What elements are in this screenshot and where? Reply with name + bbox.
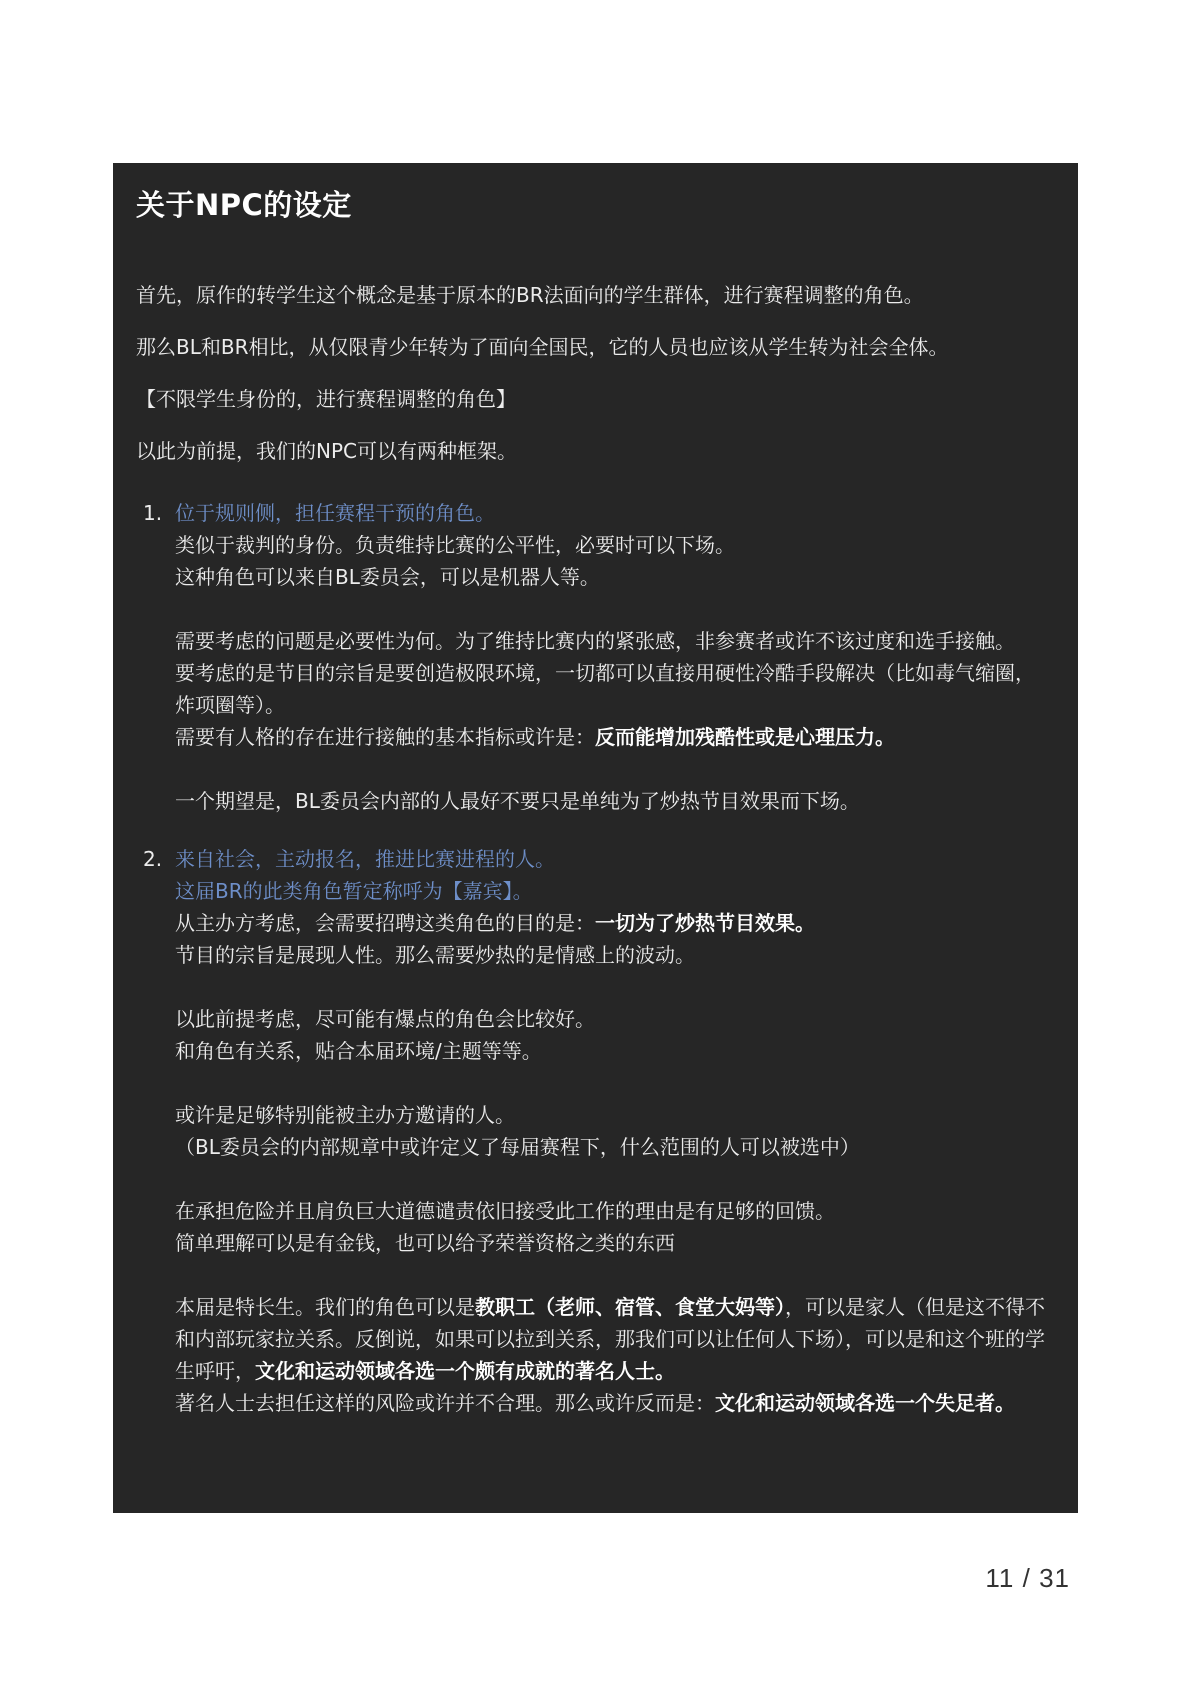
text-line [175,721,1048,753]
paragraph-definition: 【不限学生身份的，进行赛程调整的角色】 [136,387,516,411]
text-line: 要考虑的是节目的宗旨是要创造极限环境，一切都可以直接用硬性冷酷手段解决（比如毒气缩圈，炸项圈等）。 [175,661,1035,717]
spacer [175,1259,1048,1291]
page-title: 关于NPC的设定 [136,188,352,222]
text-line: 需要考虑的问题是必要性为何。为了维持比赛内的紧张感，非参赛者或许不该过度和选手接触。 [175,629,1015,653]
spacer [175,1067,1048,1099]
text-line [175,1387,1048,1419]
bold-text: 文化和运动领域各选一个失足者。 [715,1391,1015,1415]
list-item-heading: 位于规则侧，担任赛程干预的角色。 [175,501,495,525]
text-line [175,1291,1048,1387]
spacer [175,753,1048,785]
text-line [175,907,1048,939]
text-segment: 本届是特长生。我们的角色可以是 [175,1295,475,1319]
paragraph-premise: 以此为前提，我们的NPC可以有两种框架。 [136,439,517,463]
spacer [175,593,1048,625]
text-segment: 从主办方考虑，会需要招聘这类角色的目的是： [175,911,595,935]
list-number: 1. [143,501,163,525]
spacer [175,971,1048,1003]
bold-text: 反而能增加残酷性或是心理压力。 [595,725,895,749]
framework-list [136,497,1048,1419]
text-line: 一个期望是，BL委员会内部的人最好不要只是单纯为了炒热节目效果而下场。 [175,789,860,813]
list-number: 2. [143,847,163,871]
text-line: 以此前提考虑，尽可能有爆点的角色会比较好。 [175,1007,595,1031]
list-item [136,497,1048,817]
list-item-subheading: 这届BR的此类角色暂定称呼为【嘉宾】。 [175,879,533,903]
text-line: 节目的宗旨是展现人性。那么需要炒热的是情感上的波动。 [175,943,695,967]
text-segment: 需要有人格的存在进行接触的基本指标或许是： [175,725,595,749]
list-item-heading: 来自社会，主动报名，推进比赛进程的人。 [175,847,555,871]
text-line: 简单理解可以是有金钱，也可以给予荣誉资格之类的东西 [175,1231,675,1255]
page-number: 11 / 31 [985,1563,1070,1593]
spacer [175,1163,1048,1195]
text-segment: 著名人士去担任这样的风险或许并不合理。那么或许反而是： [175,1391,715,1415]
bold-text: 一切为了炒热节目效果。 [595,911,815,935]
text-line: 或许是足够特别能被主办方邀请的人。 [175,1103,515,1127]
text-line: 和角色有关系，贴合本届环境/主题等等。 [175,1039,542,1063]
text-line: 在承担危险并且肩负巨大道德谴责依旧接受此工作的理由是有足够的回馈。 [175,1199,835,1223]
text-line: 类似于裁判的身份。负责维持比赛的公平性，必要时可以下场。 [175,533,735,557]
paragraph-comparison: 那么BL和BR相比，从仅限青少年转为了面向全国民，它的人员也应该从学生转为社会全体。 [136,335,949,359]
text-line: 这种角色可以来自BL委员会，可以是机器人等。 [175,565,600,589]
list-item [136,843,1048,1419]
document-panel [113,163,1078,1513]
text-segment: ，可以是家人（但是这不得不和内部玩家拉关系。反倒说，如果可以拉到关系，那我们可以让任何人下场），可以是和这个班的学生呼吁， [175,1295,1045,1383]
paragraph-intro: 首先，原作的转学生这个概念是基于原本的BR法面向的学生群体，进行赛程调整的角色。 [136,283,924,307]
bold-text: 教职工（老师、宿管、食堂大妈等） [475,1295,785,1319]
text-line: （BL委员会的内部规章中或许定义了每届赛程下，什么范围的人可以被选中） [175,1135,860,1159]
bold-text: 文化和运动领域各选一个颇有成就的著名人士。 [255,1359,675,1383]
